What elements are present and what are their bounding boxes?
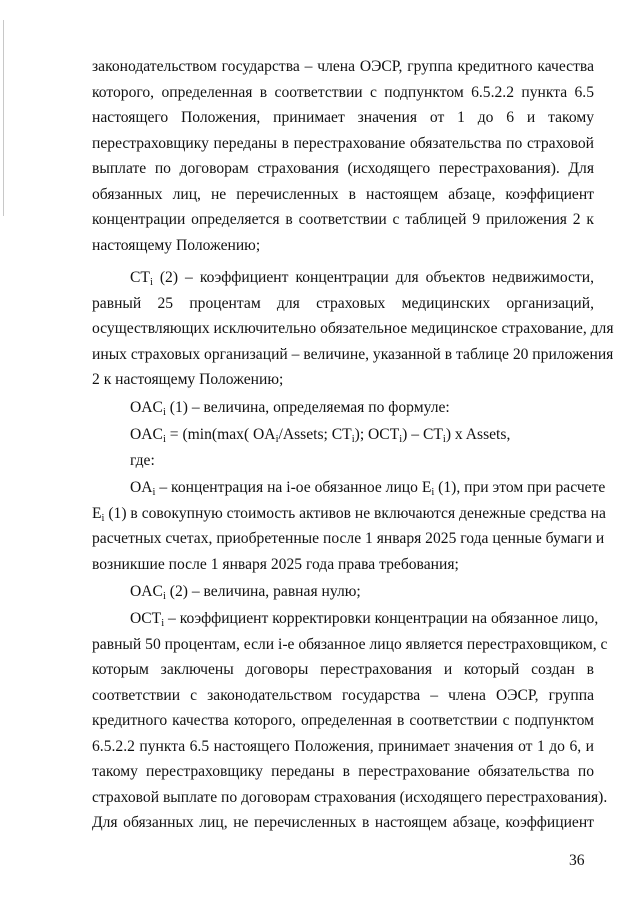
text-line: равный 50 процентам, если i-е обязанное лицо является перестраховщиком, с bbox=[92, 636, 608, 653]
text-line: перестраховщику переданы в перестрахование обязательства по страховой bbox=[92, 135, 594, 152]
text-line: обязанных лиц, не перечисленных в настоящем абзаце, коэффициент bbox=[92, 186, 594, 203]
text-line: страховой выплате по договорам страхования (исходящего перестрахования). bbox=[92, 789, 608, 806]
oac2-definition-line: $OAC_i$ (2) – величина, равная нулю; bbox=[130, 583, 361, 602]
text-line: настоящему Положению; bbox=[92, 237, 261, 254]
text-line: соответствии с законодательством государства – члена ОЭСР, группа bbox=[92, 687, 594, 704]
text-line: Для обязанных лиц, не перечисленных в настоящем абзаце, коэффициент bbox=[92, 814, 594, 831]
text-line: законодательством государства – члена ОЭСР, группа кредитного качества bbox=[92, 58, 594, 75]
page-number: 36 bbox=[569, 852, 585, 869]
text-line: которого, определенная в соответствии с подпунктом 6.5.2.2 пункта 6.5 bbox=[92, 84, 594, 101]
text-line: концентрации определяется в соответствии с таблицей 9 приложения 2 к bbox=[92, 211, 594, 228]
text-line: выплате по договорам страхования (исходящего перестрахования). Для bbox=[92, 160, 594, 177]
text-line: такому перестраховщику переданы в перестрахование обязательства по bbox=[92, 763, 594, 780]
scan-margin-line bbox=[3, 20, 4, 216]
text-line: $E_i$ (1) в совокупную стоимость активов не включаются денежные средства на bbox=[92, 505, 606, 524]
text-line: иных страховых организаций – величине, указанной в таблице 20 приложения bbox=[92, 346, 614, 363]
oct-definition-line: $OCT_i$ – коэффициент корректировки концентрации на обязанное лицо, bbox=[130, 610, 599, 629]
oa-definition-line: $OA_i$ – концентрация на i-ое обязанное лицо $E_i$ (1), при этом при расчете bbox=[130, 479, 606, 498]
text-line: настоящего Положения, принимает значения от 1 до 6 и такому bbox=[92, 109, 594, 126]
text-line: возникшие после 1 января 2025 года права требования; bbox=[92, 556, 459, 573]
ct2-definition-line: $CT_i$ (2) – коэффициент концентрации для объектов недвижимости, bbox=[130, 269, 594, 288]
oac1-definition-line: $OAC_i$ (1) – величина, определяемая по формуле: bbox=[130, 399, 450, 418]
text-line: равный 25 процентам для страховых медицинских организаций, bbox=[92, 295, 594, 312]
text-line: которым заключены договоры перестрахования и который создан в bbox=[92, 661, 594, 678]
where-label: где: bbox=[130, 452, 155, 469]
text-line: расчетных счетах, приобретенные после 1 января 2025 года ценные бумаги и bbox=[92, 530, 605, 547]
text-line: 6.5.2.2 пункта 6.5 настоящего Положения, принимает значения от 1 до 6, и bbox=[92, 738, 594, 755]
text-line: кредитного качества которого, определенная в соответствии с подпунктом bbox=[92, 712, 594, 729]
text-line: 2 к настоящему Положению; bbox=[92, 371, 284, 388]
text-line: осуществляющих исключительно обязательное медицинское страхование, для bbox=[92, 320, 614, 337]
formula-line: $OAC_i = (\min(\max$( $OA_i$/Assets; $CT_i$); $OCT_i) - CT_i$) x Assets, bbox=[130, 426, 511, 445]
